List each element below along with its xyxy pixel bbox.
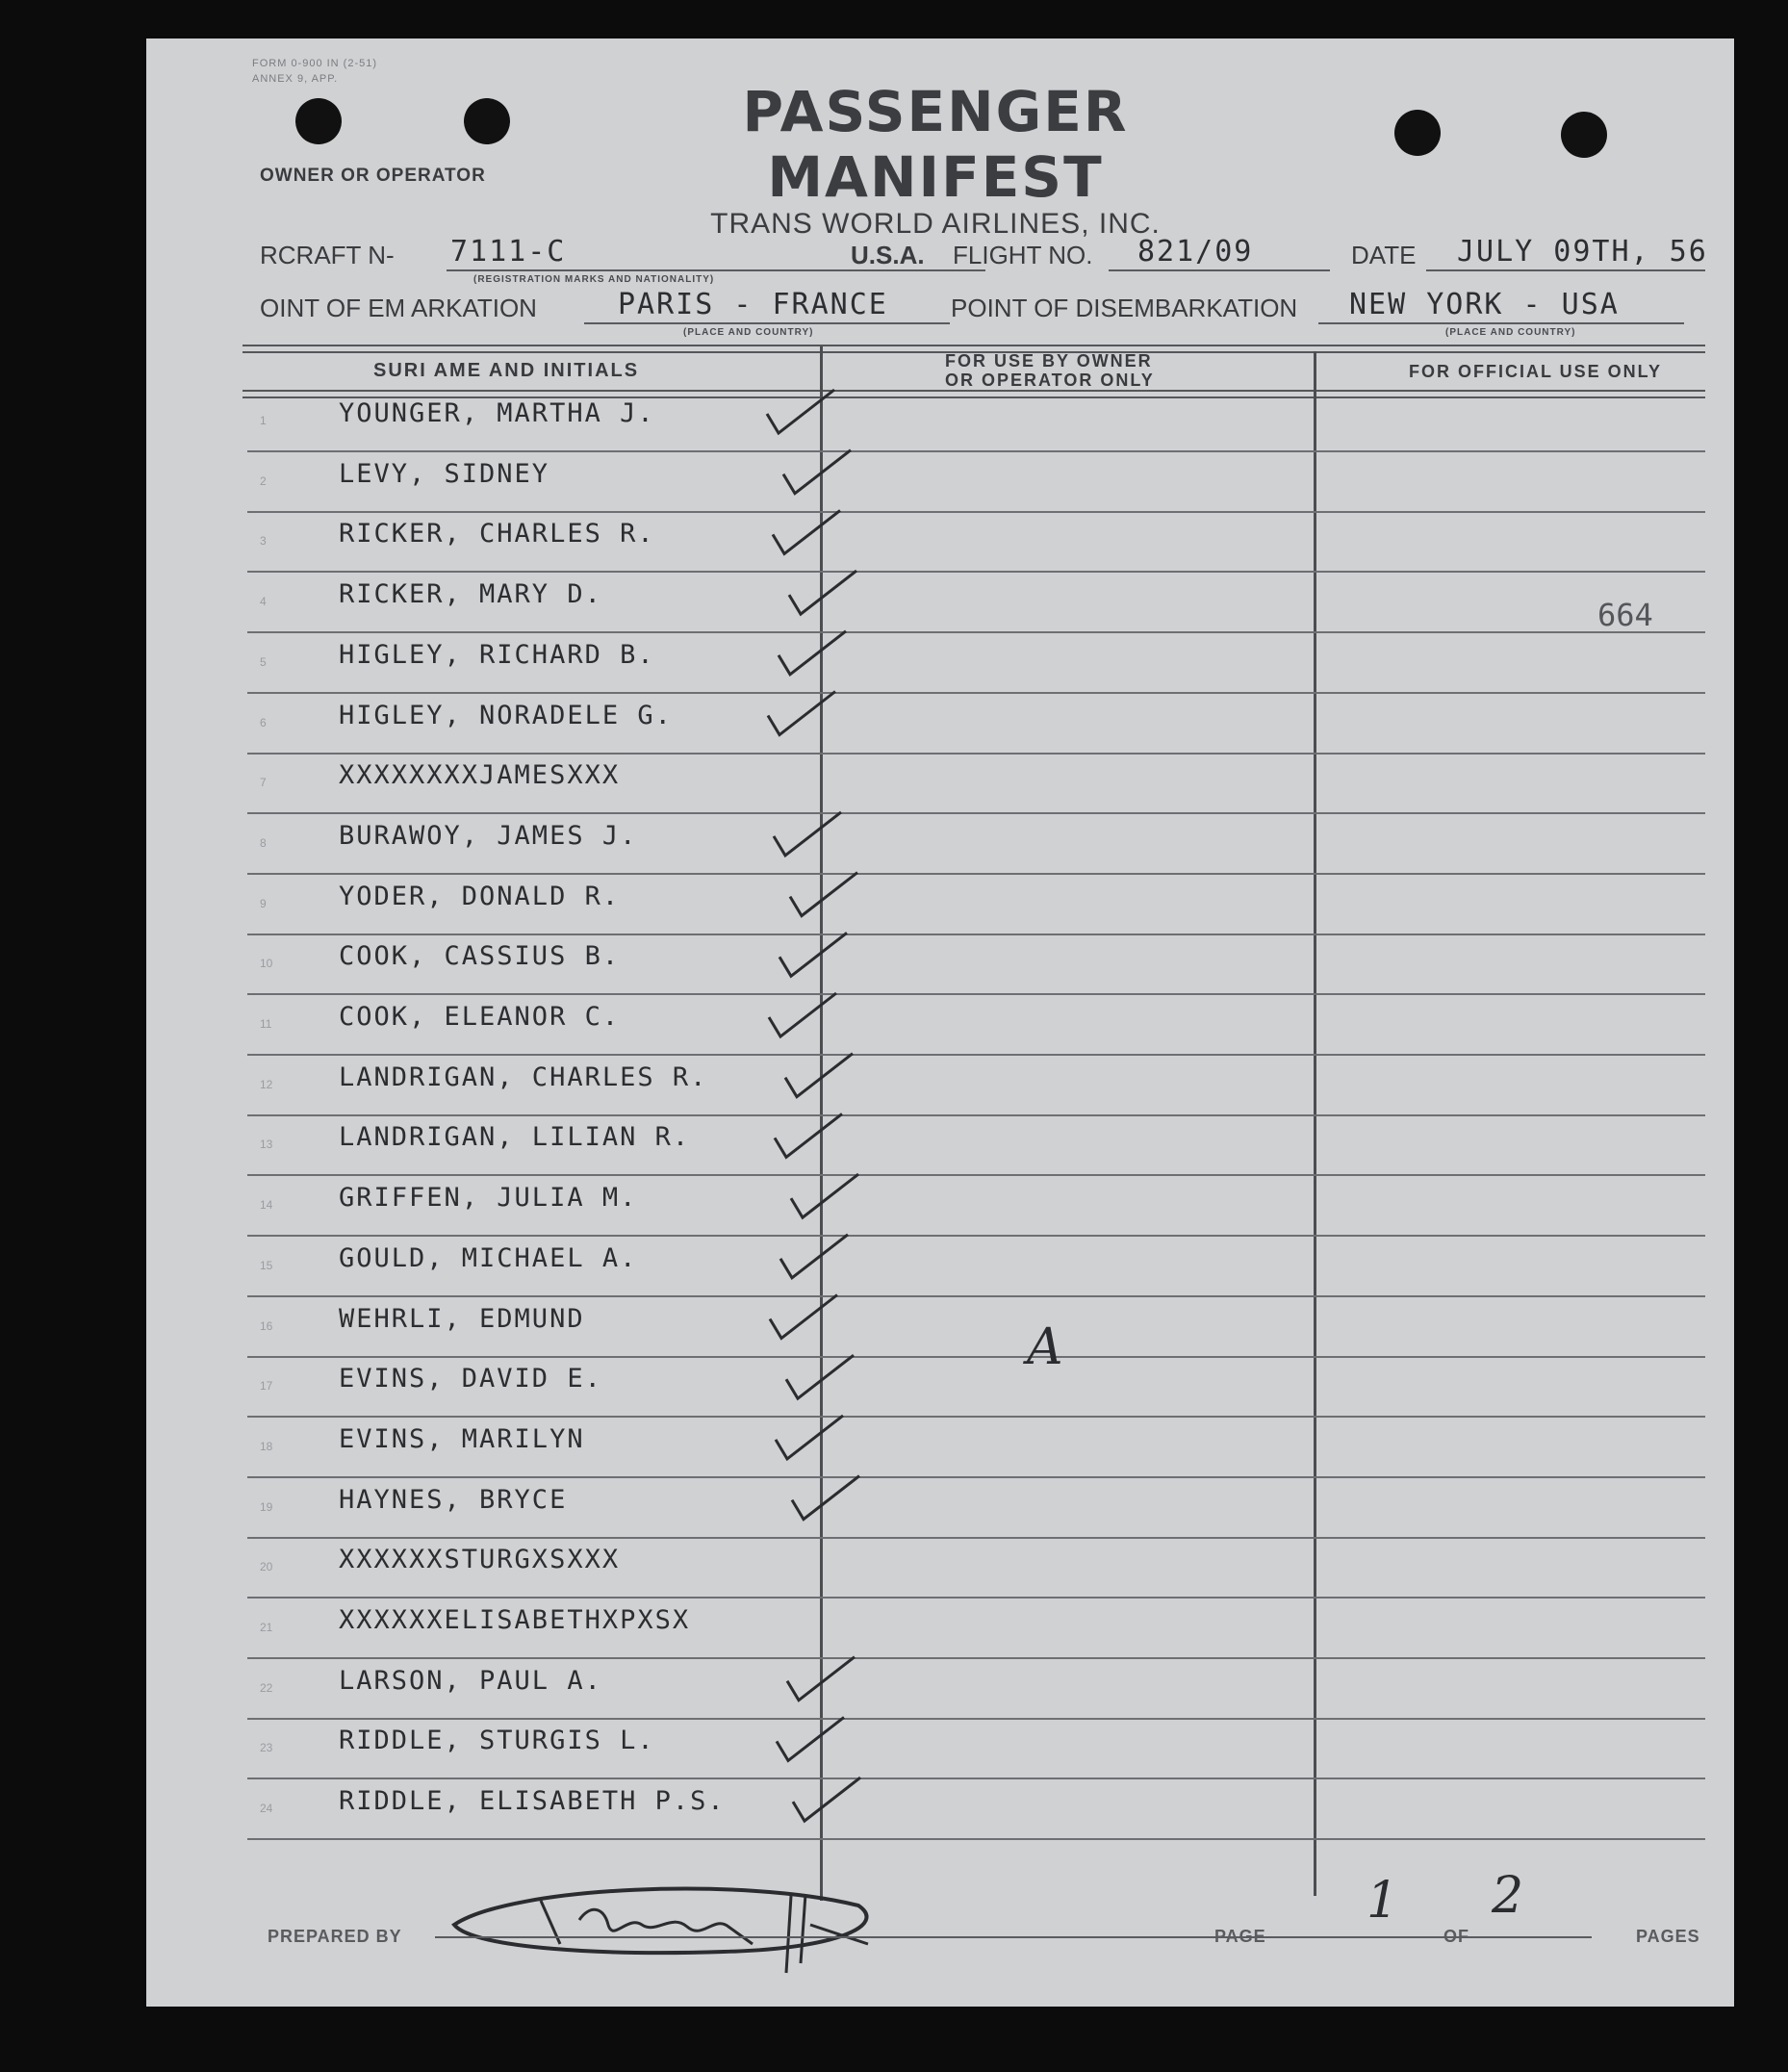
check-mark — [785, 1054, 853, 1097]
embarkation-value: PARIS - FRANCE — [618, 288, 888, 321]
date-label: DATE — [1351, 241, 1417, 269]
aircraft-label: RCRAFT N- — [260, 241, 395, 269]
form-code-line-1: FORM 0-900 IN (2-51) — [252, 58, 378, 69]
passenger-name: HIGLEY, RICHARD B. — [339, 639, 655, 670]
passenger-name: XXXXXXXXJAMESXXX — [339, 760, 621, 791]
embarkation-label: OINT OF EM ARKATION — [260, 294, 537, 322]
row-number: 19 — [260, 1499, 273, 1514]
manifest-sheet — [146, 38, 1734, 2007]
passenger-name: HIGLEY, NORADELE G. — [339, 700, 673, 730]
row-number: 16 — [260, 1318, 273, 1333]
row-number: 13 — [260, 1138, 273, 1152]
embarkation-note: (PLACE AND COUNTRY) — [683, 327, 814, 338]
passenger-name: YODER, DONALD R. — [339, 881, 621, 911]
check-mark — [774, 812, 841, 856]
check-mark — [786, 1355, 854, 1398]
row-number: 4 — [260, 595, 267, 609]
row-number: 18 — [260, 1439, 273, 1453]
prepared-by-underline — [435, 1936, 1282, 1938]
passenger-name: RIDDLE, STURGIS L. — [339, 1726, 655, 1756]
row-number: 9 — [260, 896, 267, 910]
flight-label: FLIGHT NO. — [953, 241, 1093, 269]
owner-label: OWNER OR OPERATOR — [260, 166, 486, 186]
row-number: 20 — [260, 1560, 273, 1574]
disembarkation-value: NEW YORK - USA — [1349, 288, 1620, 321]
usa-label: U.S.A. — [851, 241, 925, 269]
row-number: 5 — [260, 654, 267, 669]
row-number: 12 — [260, 1077, 273, 1091]
owner-header-line-1: FOR USE BY OWNER — [945, 351, 1153, 371]
check-mark — [783, 450, 851, 494]
check-mark — [779, 933, 847, 976]
check-mark — [767, 390, 834, 433]
row-number: 2 — [260, 473, 267, 488]
passenger-name: EVINS, DAVID E. — [339, 1364, 602, 1394]
passenger-name: HAYNES, BRYCE — [339, 1484, 568, 1515]
row-number: 6 — [260, 715, 267, 729]
owner-header-line-2: OR OPERATOR ONLY — [945, 371, 1155, 390]
row-number: 3 — [260, 534, 267, 549]
check-mark — [776, 1416, 843, 1459]
check-marks — [146, 38, 1734, 2007]
passenger-name: LARSON, PAUL A. — [339, 1665, 602, 1696]
of-label: OF — [1443, 1927, 1469, 1946]
passenger-name: LEVY, SIDNEY — [339, 458, 550, 489]
signature — [435, 1867, 1032, 1982]
disembarkation-label: POINT OF DISEMBARKATION — [951, 294, 1298, 322]
passenger-name: WEHRLI, EDMUND — [339, 1303, 585, 1334]
row-number: 17 — [260, 1379, 273, 1394]
page-underline — [1274, 1936, 1592, 1938]
total-pages: 2 — [1492, 1867, 1524, 1925]
row-number: 10 — [260, 957, 273, 971]
flight-value: 821/09 — [1137, 235, 1254, 269]
passenger-name: LANDRIGAN, CHARLES R. — [339, 1062, 708, 1092]
passenger-name: COOK, ELEANOR C. — [339, 1002, 621, 1032]
check-mark — [769, 993, 836, 1036]
passenger-name: GRIFFEN, JULIA M. — [339, 1183, 638, 1214]
aircraft-value: 7111-C — [450, 235, 567, 269]
check-mark — [780, 1235, 848, 1278]
column-names-header: SURI AME AND INITIALS — [373, 360, 640, 381]
passenger-name: LANDRIGAN, LILIAN R. — [339, 1122, 691, 1153]
check-mark — [770, 1295, 837, 1339]
check-mark — [793, 1778, 860, 1821]
column-official-header: FOR OFFICIAL USE ONLY — [1409, 362, 1663, 381]
pages-label: PAGES — [1636, 1927, 1700, 1946]
check-mark — [787, 1657, 855, 1701]
row-number: 14 — [260, 1198, 273, 1213]
title-text: PASSENGER MANIFEST — [742, 79, 1129, 210]
prepared-by-label: PREPARED BY — [268, 1927, 402, 1946]
passenger-name: COOK, CASSIUS B. — [339, 941, 621, 972]
row-number: 1 — [260, 414, 267, 427]
row-number: 21 — [260, 1621, 273, 1634]
page-number: 1 — [1367, 1872, 1399, 1930]
check-mark — [791, 1174, 858, 1217]
row-number: 11 — [260, 1017, 272, 1031]
row-number: 24 — [260, 1802, 273, 1816]
check-mark — [789, 571, 856, 614]
check-mark — [768, 692, 835, 735]
passenger-name: RICKER, CHARLES R. — [339, 519, 655, 550]
form-code-line-2: ANNEX 9, APP. — [252, 73, 339, 85]
check-mark — [777, 1717, 844, 1760]
passenger-name: RICKER, MARY D. — [339, 579, 602, 610]
disembarkation-note: (PLACE AND COUNTRY) — [1445, 327, 1576, 338]
page-label: PAGE — [1214, 1927, 1266, 1946]
owner-mark: A — [1027, 1318, 1063, 1376]
row-number: 22 — [260, 1680, 273, 1695]
row-number: 8 — [260, 835, 267, 850]
passenger-name: XXXXXXELISABETHXPXSX — [339, 1605, 691, 1635]
check-mark — [773, 510, 840, 553]
date-value: JULY 09TH, 56 — [1457, 235, 1708, 269]
passenger-name: XXXXXXSTURGXSXXX — [339, 1545, 621, 1575]
aircraft-note: (REGISTRATION MARKS AND NATIONALITY) — [473, 274, 715, 285]
check-mark — [792, 1476, 859, 1520]
passenger-name: BURAWOY, JAMES J. — [339, 820, 638, 851]
airline-name: TRANS WORLD AIRLINES, INC. — [710, 208, 1161, 240]
row-number: 7 — [260, 776, 267, 790]
check-mark — [775, 1113, 842, 1157]
row-number: 15 — [260, 1258, 273, 1272]
official-note: 664 — [1597, 597, 1653, 633]
passenger-name: GOULD, MICHAEL A. — [339, 1242, 638, 1273]
passenger-name: YOUNGER, MARTHA J. — [339, 398, 655, 428]
check-mark — [790, 873, 857, 916]
passenger-name: EVINS, MARILYN — [339, 1423, 585, 1454]
passenger-name: RIDDLE, ELISABETH P.S. — [339, 1786, 726, 1817]
check-mark — [779, 631, 846, 675]
row-number: 23 — [260, 1741, 273, 1755]
